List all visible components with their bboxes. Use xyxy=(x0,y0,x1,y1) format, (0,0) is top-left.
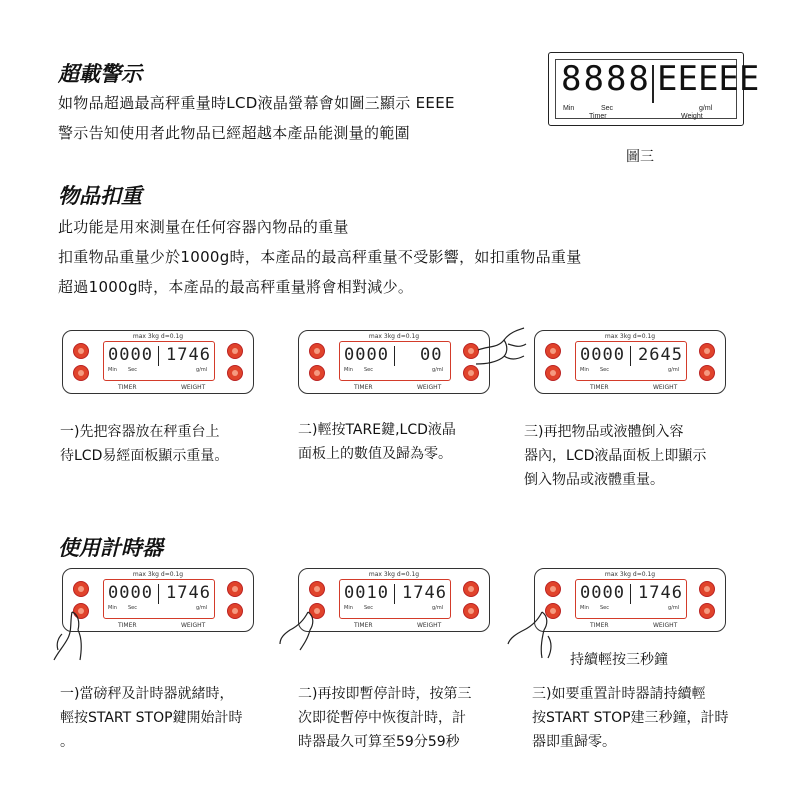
scale-button xyxy=(73,581,89,597)
timer-digits: 0000 xyxy=(580,583,625,603)
pressing-hand-icon xyxy=(278,608,328,653)
tare-step-1-caption: 一)先把容器放在秤重台上 待LCD易經面板顯示重量。 xyxy=(60,424,229,464)
timer-digits: 0000 xyxy=(580,345,625,365)
scale-button xyxy=(699,603,715,619)
scale-button xyxy=(227,343,243,359)
scale-button xyxy=(227,603,243,619)
overload-text xyxy=(58,88,455,148)
scale-button xyxy=(545,343,561,359)
tare-text xyxy=(58,212,582,302)
timer-step-3-caption: 三)如要重置計時器請持續輕 按START STOP建三秒鐘，計時 器即重歸零。 xyxy=(532,686,729,750)
scale-button xyxy=(463,581,479,597)
timer-heading: 使用計時器 xyxy=(58,536,163,560)
scale-lcd-panel: 0000 1746 Min Sec g/ml xyxy=(103,341,215,381)
scale-button xyxy=(309,343,325,359)
scale-button xyxy=(227,581,243,597)
timer-digits: 0010 xyxy=(344,583,389,603)
overload-lcd-right-digits: EEEEE xyxy=(657,59,760,99)
tare-line-1: 此功能是用來測量在任何容器內物品的重量 xyxy=(58,218,349,236)
timer-step-2-caption: 二)再按即暫停計時，按第三 次即從暫停中恢復計時，計 時器最久可算至59分59秒 xyxy=(298,686,472,750)
timer-scale-3: max 3kg d=0.1g 0000 1746 Min Sec g/ml TIMER WEIGHT xyxy=(534,568,726,632)
overload-line-1: 如物品超過最高秤重量時LCD液晶螢幕會如圖三顯示 EEEE xyxy=(58,94,455,112)
pressing-hand-icon xyxy=(474,326,534,386)
lcd-label-sec: Sec xyxy=(601,105,614,112)
pressing-hand-icon xyxy=(50,608,100,663)
tare-step-2-caption: 二)輕按TARE鍵,LCD液晶 面板上的數值及歸為零。 xyxy=(298,422,456,462)
scale-lcd-panel: 0000 2645 Min Sec g/ml xyxy=(575,341,687,381)
timer-reset-note: 持續輕按三秒鐘 xyxy=(570,652,668,668)
weight-digits: 1746 xyxy=(638,583,683,603)
timer-digits: 0000 xyxy=(108,583,153,603)
figure-3-caption: 圖三 xyxy=(626,149,654,165)
tare-line-2: 扣重物品重量少於1000g時，本產品的最高秤重量不受影響，如扣重物品重量 xyxy=(58,248,582,266)
tare-scale-3: max 3kg d=0.1g 0000 2645 Min Sec g/ml TIMER WEIGHT xyxy=(534,330,726,394)
weight-digits: 00 xyxy=(420,345,443,365)
weight-digits: 1746 xyxy=(402,583,447,603)
weight-digits: 1746 xyxy=(166,583,211,603)
scale-button xyxy=(699,365,715,381)
lcd-label-unit: g/ml xyxy=(699,105,713,112)
scale-button xyxy=(545,581,561,597)
timer-scale-1: max 3kg d=0.1g 0000 1746 Min Sec g/ml TIMER WEIGHT xyxy=(62,568,254,632)
scale-button xyxy=(309,581,325,597)
timer-digits: 0000 xyxy=(344,345,389,365)
scale-lcd-panel: 0000 1746 Min Sec g/ml xyxy=(575,579,687,619)
scale-button xyxy=(73,343,89,359)
scale-lcd-panel: 0000 1746 Min Sec g/ml xyxy=(103,579,215,619)
tare-heading: 物品扣重 xyxy=(58,184,142,208)
scale-button xyxy=(73,365,89,381)
tare-scale-2: max 3kg d=0.1g 0000 00 Min Sec g/ml TIMER WEIGHT xyxy=(298,330,490,394)
tare-line-3: 超過1000g時，本產品的最高秤重量將會相對減少。 xyxy=(58,278,414,296)
weight-digits: 2645 xyxy=(638,345,683,365)
overload-lcd-figure xyxy=(548,52,760,126)
timer-digits: 0000 xyxy=(108,345,153,365)
lcd-label-timer: Timer xyxy=(589,113,607,120)
scale-button xyxy=(699,581,715,597)
scale-button xyxy=(227,365,243,381)
scale-button xyxy=(463,603,479,619)
scale-button xyxy=(545,365,561,381)
scale-button xyxy=(699,343,715,359)
scale-button xyxy=(309,365,325,381)
tare-step-3-caption: 三)再把物品或液體倒入容 器內，LCD液晶面板上即顯示 倒入物品或液體重量。 xyxy=(524,424,707,488)
weight-digits: 1746 xyxy=(166,345,211,365)
tare-scale-1: max 3kg d=0.1g 0000 1746 Min Sec g/ml TIMER WEIGHT xyxy=(62,330,254,394)
overload-lcd-left-digits: 8888 xyxy=(561,59,651,99)
overload-heading: 超載警示 xyxy=(58,62,142,86)
scale-lcd-panel: 0010 1746 Min Sec g/ml xyxy=(339,579,451,619)
timer-step-1-caption: 一)當磅秤及計時器就緒時， 輕按START STOP鍵開始計時 。 xyxy=(60,686,243,750)
overload-line-2: 警示告知使用者此物品已經超越本產品能測量的範圍 xyxy=(58,124,410,142)
scale-lcd-panel: 0000 00 Min Sec g/ml xyxy=(339,341,451,381)
lcd-label-min: Min xyxy=(563,105,575,112)
lcd-label-weight: Weight xyxy=(681,113,703,120)
pressing-hand-icon xyxy=(506,608,566,663)
timer-scale-2: max 3kg d=0.1g 0010 1746 Min Sec g/ml TIMER WEIGHT xyxy=(298,568,490,632)
